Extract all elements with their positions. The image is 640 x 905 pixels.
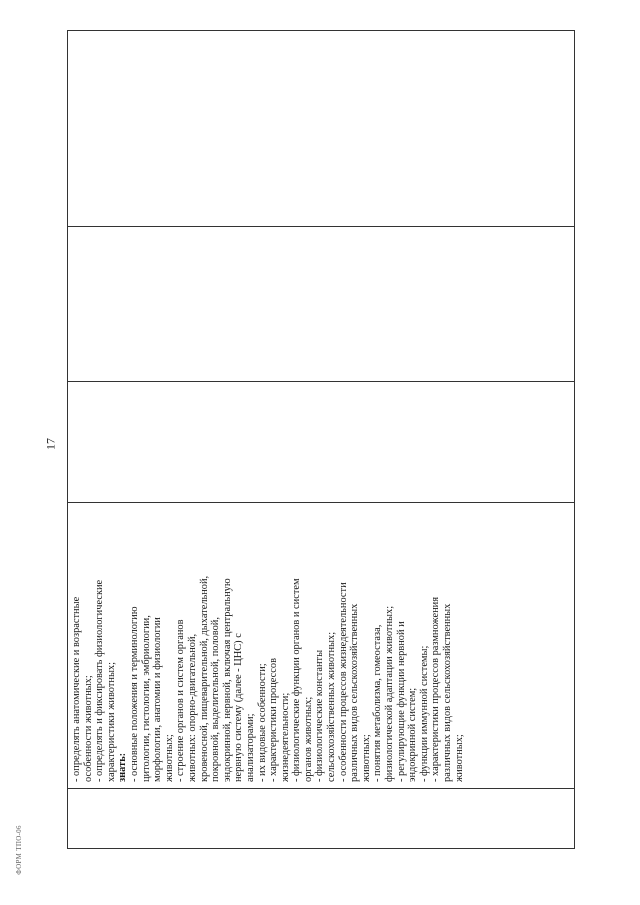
content-line: животных; — [453, 734, 465, 782]
table-cell-empty-1 — [68, 382, 575, 503]
content-line: различных видов сельскохозяйственных — [442, 603, 453, 782]
page-number — [44, 430, 58, 458]
content-line: - определять и фиксировать физиологические — [94, 579, 106, 782]
content-line: - функции иммунной системы; — [418, 645, 430, 782]
footer-form-code-text: ФОРМ ТПО-06 — [15, 825, 23, 875]
content-line: различных видов сельскохозяйственных — [349, 603, 361, 782]
content-line: характеристики животных; — [105, 661, 117, 782]
table-row — [68, 31, 575, 849]
page-number-text: 17 — [43, 438, 58, 450]
rotated-page-area — [67, 31, 640, 849]
content-line: нервную систему (далее - ЦНС) с — [233, 633, 245, 782]
content-line: покровной, выделительной, половой, — [210, 617, 222, 782]
table-cell-content — [68, 503, 575, 789]
table-cell-code — [68, 789, 575, 849]
content-line: - особенности процессов жизнедеятельности — [337, 582, 349, 782]
curriculum-table — [67, 30, 575, 849]
content-line: морфологии, анатомии и физиологии — [152, 617, 164, 782]
content-line: животных: опорно-двигательной, — [186, 633, 198, 782]
content-line: особенности животных; — [82, 675, 94, 782]
content-line: - характеристики процессов — [268, 658, 280, 782]
content-line: эндокринной, нервной, включая центральную — [221, 578, 233, 782]
content-line: эндокринной систем; — [407, 687, 419, 782]
content-line: - физиологические функции органов и систем — [291, 578, 303, 782]
content-line: органов животных; — [302, 696, 314, 782]
content-line: животных; — [360, 734, 372, 782]
content-line: анализаторами; — [244, 713, 256, 782]
content-line: - характеристики процессов размножения — [430, 597, 442, 782]
content-line: сельскохозяйственных животных; — [326, 631, 338, 782]
section-heading: знать: — [117, 752, 129, 782]
content-line: жизнедеятельности; — [279, 692, 291, 782]
content-line: - строение органов и систем органов — [175, 619, 187, 782]
content-line: физиологической адаптации животных; — [384, 605, 396, 782]
content-line: - их видовые особенности; — [256, 663, 268, 782]
content-text-block — [68, 503, 465, 788]
content-line: - основные положения и терминологию — [128, 606, 140, 782]
content-line: - понятия метаболизма, гомеостаза, — [372, 624, 384, 782]
content-line: - определять анатомические и возрастные — [71, 596, 82, 782]
content-line: - регулирующие функции нервной и — [395, 621, 407, 782]
footer-form-code — [14, 815, 24, 885]
rotated-table-container — [67, 31, 575, 849]
content-line: животных; — [163, 734, 175, 782]
content-line: кровеносной, пищеварительной, дыхательной, — [198, 575, 210, 782]
table-cell-empty-3 — [68, 31, 575, 227]
content-line: - физиологические константы — [314, 649, 326, 782]
table-cell-empty-2 — [68, 227, 575, 382]
content-line: цитологии, гистологии, эмбриологии, — [140, 615, 152, 782]
